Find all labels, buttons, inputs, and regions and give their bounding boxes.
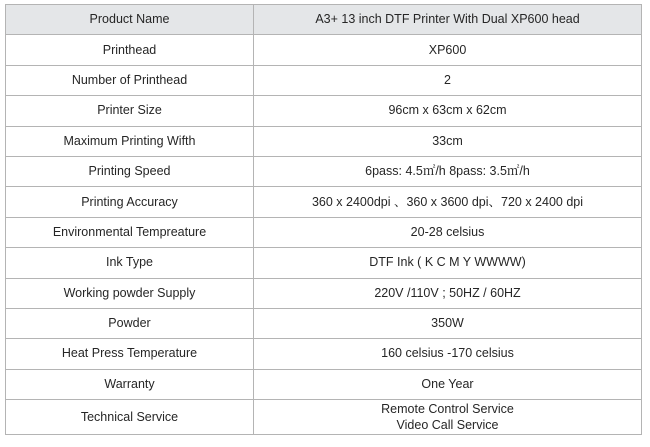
- spec-name: Technical Service: [6, 400, 254, 435]
- spec-name: Printhead: [6, 35, 254, 65]
- table-row: [6, 248, 642, 278]
- spec-value: 220V /110V ; 50HZ / 60HZ: [254, 278, 642, 308]
- spec-value: 6pass: 4.5㎡/h 8pass: 3.5㎡/h: [254, 156, 642, 186]
- table-row: [6, 187, 642, 217]
- spec-name: Number of Printhead: [6, 65, 254, 95]
- spec-name: Environmental Tempreature: [6, 217, 254, 247]
- spec-name: Working powder Supply: [6, 278, 254, 308]
- table-row: [6, 126, 642, 156]
- spec-value: 2: [254, 65, 642, 95]
- table-row: [6, 339, 642, 369]
- spec-name: Printing Accuracy: [6, 187, 254, 217]
- table-row-technical-service: [6, 400, 642, 435]
- spec-value: 33cm: [254, 126, 642, 156]
- spec-value: One Year: [254, 369, 642, 399]
- spec-value: DTF Ink ( K C M Y WWWW): [254, 248, 642, 278]
- table-row: [6, 156, 642, 186]
- spec-value: 96cm x 63cm x 62cm: [254, 96, 642, 126]
- spec-name: Powder: [6, 308, 254, 338]
- spec-table: [5, 4, 642, 435]
- table-header-row: [6, 5, 642, 35]
- table-row: [6, 278, 642, 308]
- spec-value-line: Video Call Service: [396, 418, 499, 433]
- header-name-cell: Product Name: [6, 5, 254, 35]
- spec-value-multiline: [254, 400, 642, 435]
- spec-name: Warranty: [6, 369, 254, 399]
- spec-value: XP600: [254, 35, 642, 65]
- spec-name: Printing Speed: [6, 156, 254, 186]
- header-value-cell: A3+ 13 inch DTF Printer With Dual XP600 head: [254, 5, 642, 35]
- spec-value: 160 celsius -170 celsius: [254, 339, 642, 369]
- table-row: [6, 369, 642, 399]
- spec-value: 20-28 celsius: [254, 217, 642, 247]
- table-row: [6, 96, 642, 126]
- spec-name: Printer Size: [6, 96, 254, 126]
- spec-value-line: Remote Control Service: [381, 402, 514, 417]
- table-row: [6, 308, 642, 338]
- spec-name: Heat Press Temperature: [6, 339, 254, 369]
- spec-value: 360 x 2400dpi 、360 x 3600 dpi、720 x 2400 dpi: [254, 187, 642, 217]
- spec-name: Ink Type: [6, 248, 254, 278]
- table-row: [6, 65, 642, 95]
- table-row: [6, 35, 642, 65]
- spec-value: 350W: [254, 308, 642, 338]
- spec-name: Maximum Printing Wifth: [6, 126, 254, 156]
- table-row: [6, 217, 642, 247]
